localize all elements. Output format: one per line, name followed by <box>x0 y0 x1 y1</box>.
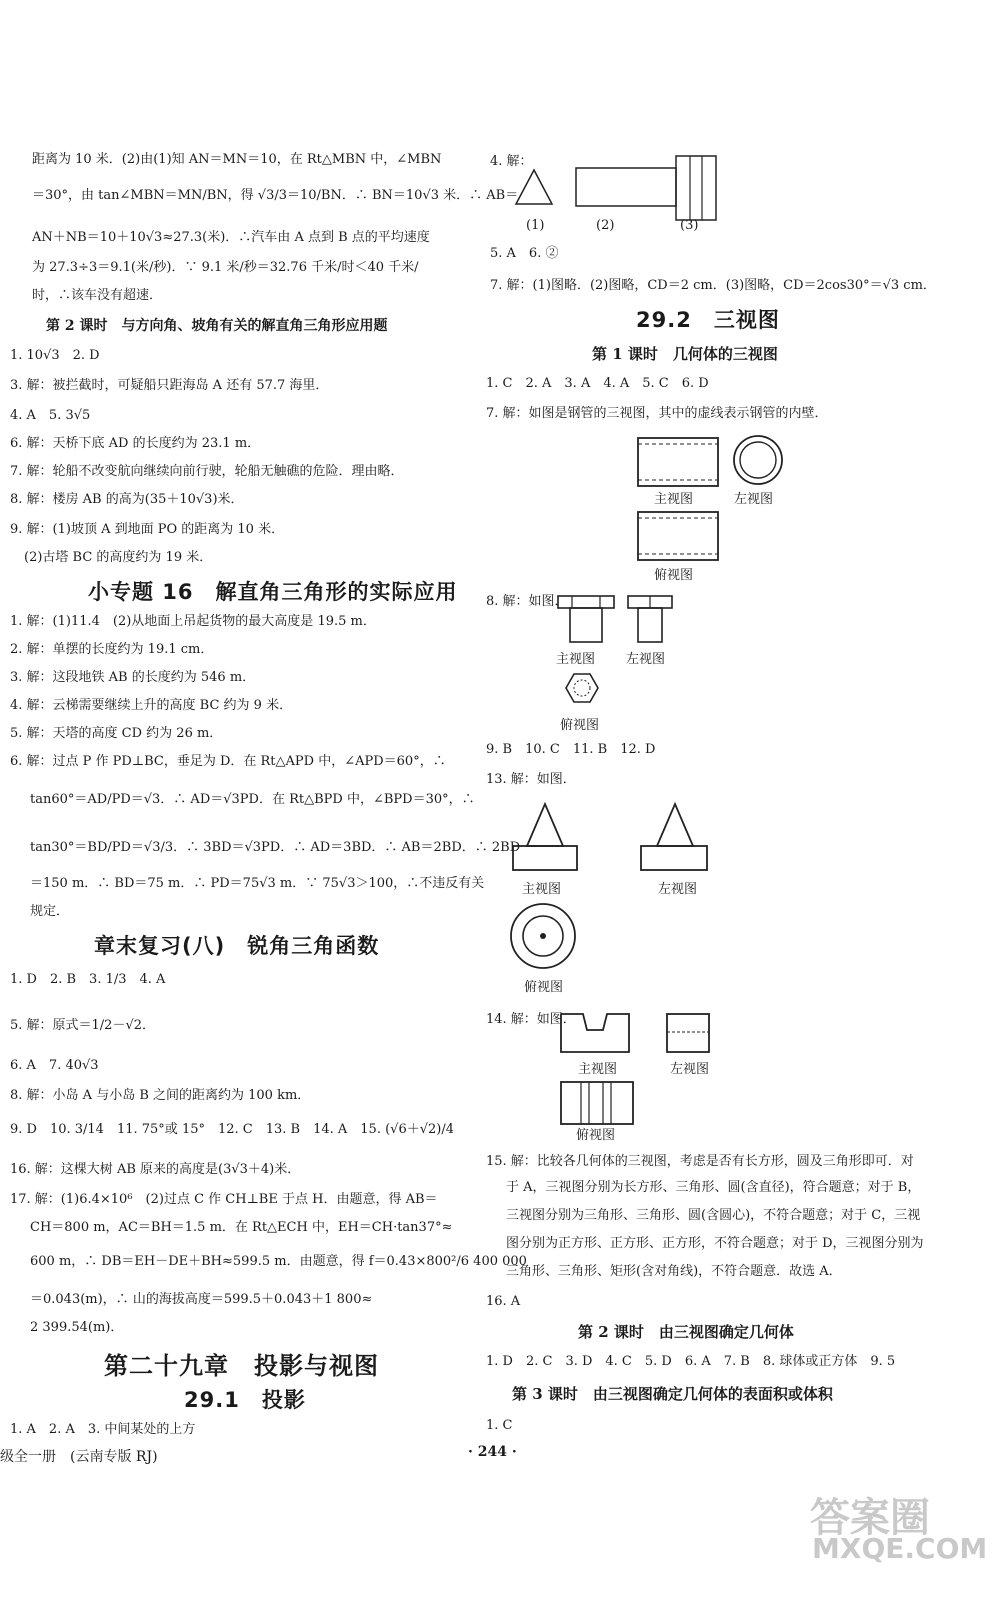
answer-line: 距离为 10 米．(2)由(1)知 AN＝MN＝10，在 Rt△MBN 中，∠MBN <box>32 152 442 167</box>
view-label-front: 主视图 <box>578 1062 618 1077</box>
answer-line: 1. D 2. B 3. 1/3 4. A <box>10 972 166 987</box>
answer-line: 9. 解：(1)坡顶 A 到地面 PO 的距离为 10 米． <box>10 522 285 537</box>
answer-line: 3. 解：这段地铁 AB 的长度约为 546 m． <box>10 670 256 685</box>
answer-line: 4. 解：云梯需要继续上升的高度 BC 约为 9 米． <box>10 698 293 713</box>
answer-line: 6. A 7. 40√3 <box>10 1058 99 1073</box>
lesson-title: 第 1 课时 几何体的三视图 <box>592 345 778 363</box>
answer-line: 1. 10√3 2. D <box>10 348 100 363</box>
view-label-left: 左视图 <box>658 882 698 897</box>
answer-line: AN＋NB＝10＋10√3≈27.3(米)．∴汽车由 A 点到 B 点的平均速度 <box>32 230 430 245</box>
answer-line: 2. 解：单摆的长度约为 19.1 cm． <box>10 642 214 657</box>
answer-line: tan30°＝BD/PD＝√3/3．∴ 3BD＝√3PD．∴ AD＝3BD．∴ AB＝2BD．∴ 2BD <box>30 840 521 855</box>
answer-line: 8. 解：楼房 AB 的高为(35＋10√3)米． <box>10 492 244 507</box>
answer-line: 3. 解：被拦截时，可疑船只距海岛 A 还有 57.7 海里． <box>10 378 329 393</box>
figure-label: (1) <box>526 218 545 233</box>
answer-line: 于 A，三视图分别为长方形、三角形、圆(含直径)，符合题意；对于 B， <box>506 1180 921 1195</box>
section-title: 29.1 投影 <box>184 1388 306 1412</box>
answer-line: 1. D 2. C 3. D 4. C 5. D 6. A 7. B 8. 球体或正方体 9. 5 <box>486 1354 896 1369</box>
section-title: 29.2 三视图 <box>636 308 780 332</box>
answer-line: 4. 解： <box>490 154 533 169</box>
view-label-top: 俯视图 <box>560 718 600 733</box>
answer-line: 4. A 5. 3√5 <box>10 408 91 423</box>
view-label-top: 俯视图 <box>654 568 694 583</box>
answer-line: 2 399.54(m)． <box>30 1320 124 1335</box>
answer-line: 13. 解：如图． <box>486 772 576 787</box>
answer-line: 15. 解：比较各几何体的三视图，考虑是否有长方形，圆及三角形即可．对 <box>486 1154 914 1169</box>
figure-label: (2) <box>596 218 615 233</box>
answer-line: 7. 解：如图是钢管的三视图，其中的虚线表示钢管的内壁． <box>486 406 828 421</box>
lesson-title: 第 3 课时 由三视图确定几何体的表面积或体积 <box>512 1385 833 1403</box>
figure-label: (3) <box>680 218 699 233</box>
answer-line: 14. 解：如图． <box>486 1012 576 1027</box>
view-label-left: 左视图 <box>734 492 774 507</box>
answer-line: (2)古塔 BC 的高度约为 19 米． <box>24 550 213 565</box>
answer-line: 三视图分别为三角形、三角形、圆(含圆心)，不符合题意；对于 C，三视 <box>506 1208 921 1223</box>
answer-line: 8. 解：小岛 A 与小岛 B 之间的距离约为 100 km． <box>10 1088 311 1103</box>
answer-line: 5. A 6. ② <box>490 246 559 261</box>
answer-line: 5. 解：天塔的高度 CD 约为 26 m． <box>10 726 223 741</box>
answer-line: 为 27.3÷3＝9.1(米/秒)．∵ 9.1 米/秒＝32.76 千米/时＜40 千米/ <box>32 260 419 275</box>
answer-line: tan60°＝AD/PD＝√3．∴ AD＝√3PD．在 Rt△BPD 中，∠BPD＝30°，∴ <box>30 792 475 807</box>
view-label-top: 俯视图 <box>524 980 564 995</box>
answer-line: ＝30°，由 tan∠MBN＝MN/BN，得 √3/3＝10/BN．∴ BN＝10√3 米．∴ AB＝ <box>32 188 519 203</box>
view-label-front: 主视图 <box>522 882 562 897</box>
answer-line: 三角形、三角形、矩形(含对角线)，不符合题意．故选 A． <box>506 1264 842 1279</box>
watermark-url: MXQE.COM <box>812 1532 988 1565</box>
answer-line: 5. 解：原式＝1/2－√2． <box>10 1018 156 1033</box>
answer-line: 17. 解：(1)6.4×10⁶ (2)过点 C 作 CH⊥BE 于点 H．由题意，得 AB＝ <box>10 1192 438 1207</box>
answer-line: 6. 解：天桥下底 AD 的长度约为 23.1 m． <box>10 436 261 451</box>
view-label-left: 左视图 <box>670 1062 710 1077</box>
view-label-left: 左视图 <box>626 652 666 667</box>
answer-line: 16. 解：这棵大树 AB 原来的高度是(3√3＋4)米． <box>10 1162 301 1177</box>
answer-line: 16. A <box>486 1294 521 1309</box>
lesson-title: 第 2 课时 与方向角、坡角有关的解直角三角形应用题 <box>46 318 388 334</box>
section-title: 小专题 16 解直角三角形的实际应用 <box>88 580 458 604</box>
answer-line: 9. B 10. C 11. B 12. D <box>486 742 656 757</box>
watermark-logo: 答案圈 <box>810 1495 930 1541</box>
answer-line: 图分别为正方形、正方形、正方形，不符合题意；对于 D，三视图分别为 <box>506 1236 924 1251</box>
view-label-top: 俯视图 <box>576 1128 616 1143</box>
answer-line: 8. 解：如图． <box>486 594 568 609</box>
answer-line: 9. D 10. 3/14 11. 75°或 15° 12. C 13. B 14. A 15. (√6＋√2)/4 <box>10 1122 454 1137</box>
answer-line: 时，∴该车没有超速． <box>32 288 163 303</box>
page-number: · 244 · <box>468 1444 517 1460</box>
view-label-front: 主视图 <box>556 652 596 667</box>
answer-line: ＝150 m．∴ BD＝75 m．∴ PD＝75√3 m．∵ 75√3＞100，∴不违反有关 <box>30 876 485 891</box>
section-title: 章末复习(八) 锐角三角函数 <box>94 934 380 958</box>
answer-line: ＝0.043(m)，∴ 山的海拔高度＝599.5＋0.043＋1 800≈ <box>30 1292 373 1307</box>
lesson-title: 第 2 课时 由三视图确定几何体 <box>578 1323 794 1341</box>
answer-line: 7. 解：(1)图略．(2)图略，CD＝2 cm．(3)图略，CD＝2cos30°＝√3 cm． <box>490 278 936 293</box>
chapter-title: 第二十九章 投影与视图 <box>104 1352 379 1380</box>
answer-line: 600 m，∴ DB＝EH－DE＋BH≈599.5 m．由题意，得 f＝0.43×800²/6 400 000 <box>30 1254 527 1269</box>
answer-line: 1. C 2. A 3. A 4. A 5. C 6. D <box>486 376 709 391</box>
answer-line: 7. 解：轮船不改变航向继续向前行驶，轮船无触礁的危险．理由略． <box>10 464 404 479</box>
answer-line: CH＝800 m，AC＝BH＝1.5 m．在 Rt△ECH 中，EH＝CH·tan37°≈ <box>30 1220 453 1235</box>
answer-line: 1. 解：(1)11.4 (2)从地面上吊起货物的最大高度是 19.5 m． <box>10 614 376 629</box>
answer-line: 1. C <box>486 1418 513 1433</box>
answer-line: 6. 解：过点 P 作 PD⊥BC，垂足为 D．在 Rt△APD 中，∠APD＝60°，∴ <box>10 754 446 769</box>
view-label-front: 主视图 <box>654 492 694 507</box>
book-footer: 级全一册 (云南专版 RJ) <box>0 1449 158 1465</box>
answer-line: 1. A 2. A 3. 中间某处的上方 <box>10 1422 196 1437</box>
answer-line: 规定． <box>30 904 70 919</box>
